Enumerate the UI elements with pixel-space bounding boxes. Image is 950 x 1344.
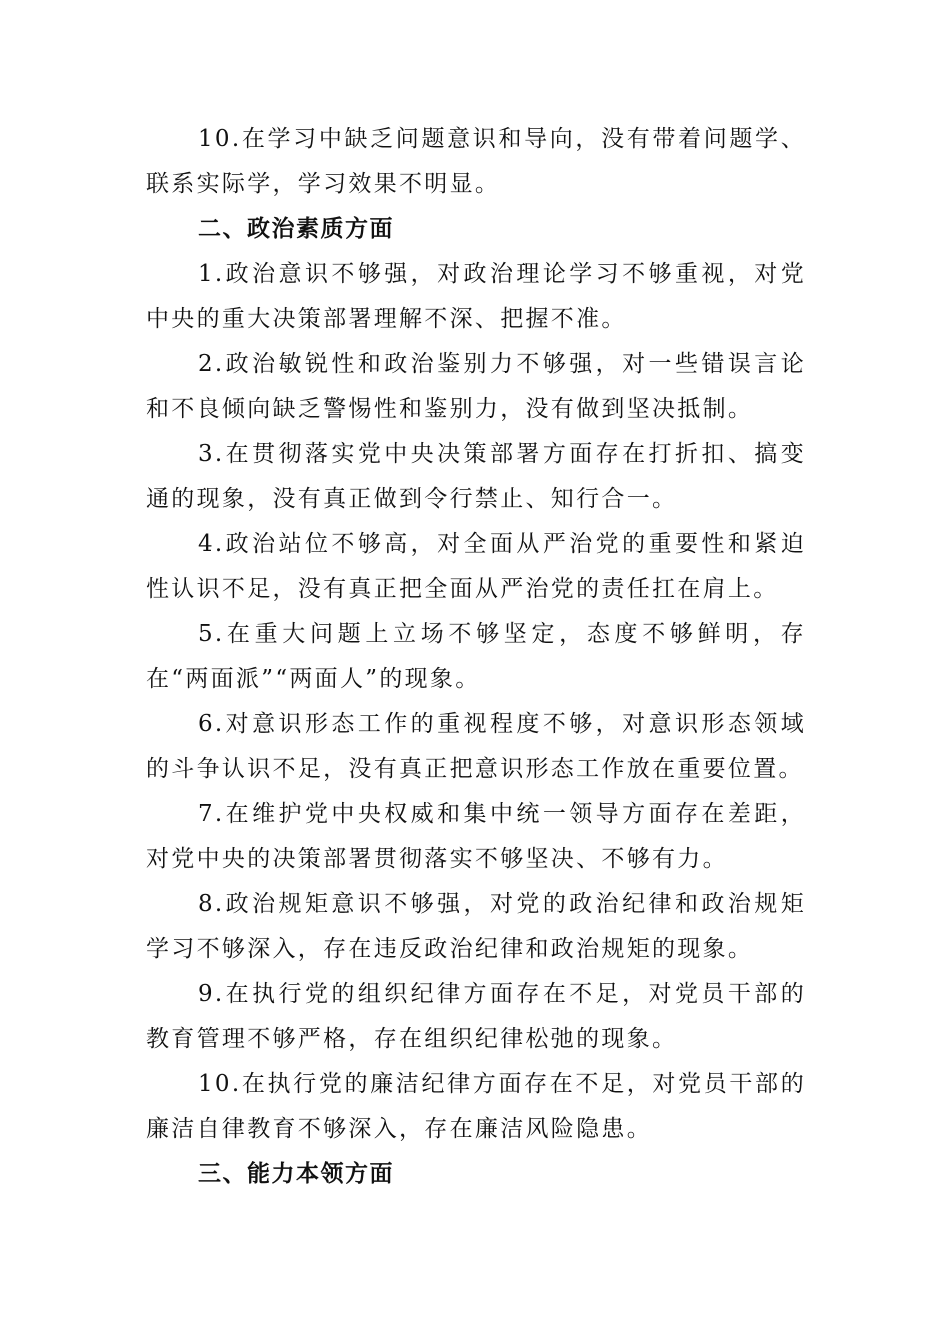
- section-heading-capability: 三、能力本领方面: [198, 1161, 394, 1187]
- paragraph-political-10: 10.在执行党的廉洁纪律方面存在不足，对党员干部的廉洁自律教育不够深入，存在廉洁风险隐患。: [146, 1071, 806, 1142]
- section-heading-political-quality: 二、政治素质方面: [198, 216, 394, 242]
- paragraph-political-1: 1.政治意识不够强，对政治理论学习不够重视，对党中央的重大决策部署理解不深、把握不准。: [146, 261, 806, 332]
- paragraph-political-7: 7.在维护党中央权威和集中统一领导方面存在差距，对党中央的决策部署贯彻落实不够坚决、不够有力。: [146, 801, 806, 872]
- paragraph-political-4: 4.政治站位不够高，对全面从严治党的重要性和紧迫性认识不足，没有真正把全面从严治党的责任扛在肩上。: [146, 531, 806, 602]
- paragraph-political-3: 3.在贯彻落实党中央决策部署方面存在打折扣、搞变通的现象，没有真正做到令行禁止、知行合一。: [146, 441, 806, 512]
- paragraph-political-8: 8.政治规矩意识不够强，对党的政治纪律和政治规矩学习不够深入，存在违反政治纪律和政治规矩的现象。: [146, 891, 806, 962]
- paragraph-political-5: 5.在重大问题上立场不够坚定，态度不够鲜明，存在“两面派”“两面人”的现象。: [146, 621, 806, 692]
- paragraph-political-2: 2.政治敏锐性和政治鉴别力不够强，对一些错误言论和不良倾向缺乏警惕性和鉴别力，没有做到坚决抵制。: [146, 351, 806, 422]
- paragraph-study-10: 10.在学习中缺乏问题意识和导向，没有带着问题学、联系实际学，学习效果不明显。: [146, 126, 806, 197]
- paragraph-political-9: 9.在执行党的组织纪律方面存在不足，对党员干部的教育管理不够严格，存在组织纪律松弛的现象。: [146, 981, 806, 1052]
- document-page: [146, 117, 806, 1197]
- paragraph-political-6: 6.对意识形态工作的重视程度不够，对意识形态领域的斗争认识不足，没有真正把意识形态工作放在重要位置。: [146, 711, 806, 782]
